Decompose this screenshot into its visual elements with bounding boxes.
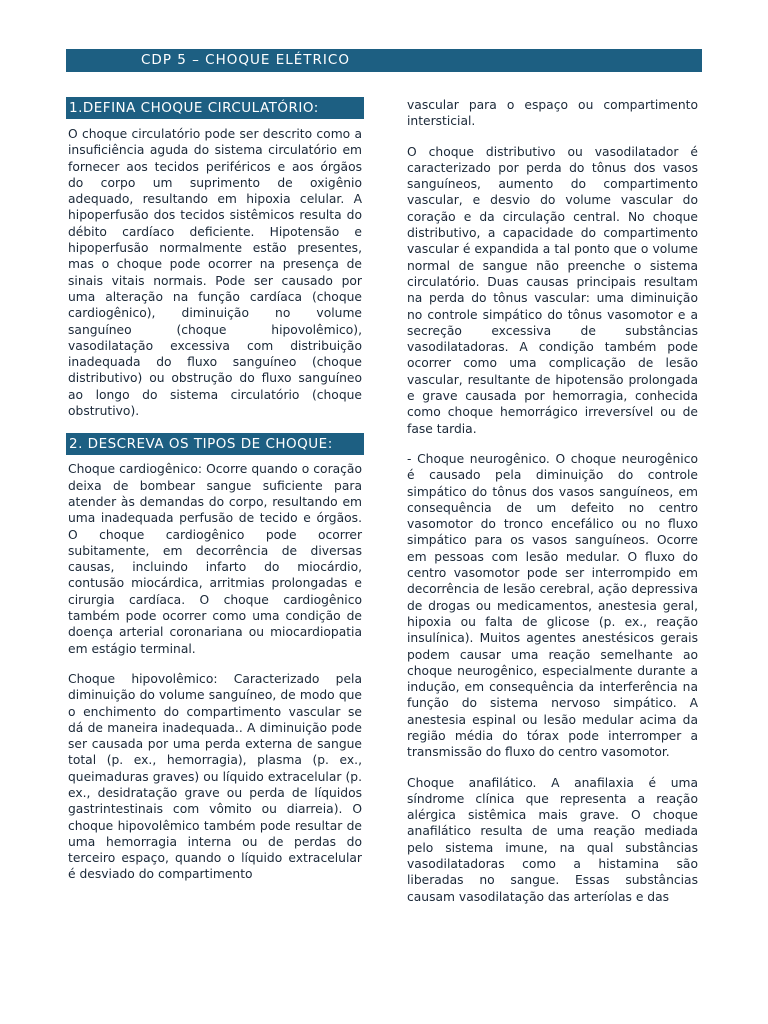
document-title: CDP 5 – CHOQUE ELÉTRICO: [141, 52, 350, 68]
neurogenic-shock-paragraph: - Choque neurogênico. O choque neurogênico é causado pela diminuição do controle simpático do tônus dos vasos sanguíneos, em consequência de um defeito no centro vasomotor do tronco encefálico ou no fluxo simpático para os vasos sanguíneos. Ocorre em pessoas com lesão medular. O fluxo do centro vasomotor pode ser interrompido em decorrência de lesão cerebral, ação depressiva de drogas ou medicamentos, anestesia geral, hipoxia ou falta de glicose (p. ex., reação insulínica). Muitos agentes anestésicos gerais podem causar uma reação semelhante ao choque neurogênico, especialmente durante a indução, em consequência da interferência na função do sistema nervoso simpático. A anestesia espinal ou lesão medular acima da região média do tórax pode interromper a transmissão do fluxo do centro vasomotor.: [407, 451, 698, 760]
section-2-heading: 2. DESCREVA OS TIPOS DE CHOQUE:: [66, 433, 364, 455]
section-1-heading: 1.DEFINA CHOQUE CIRCULATÓRIO:: [66, 97, 364, 119]
right-column: [407, 97, 698, 919]
cardiogenic-shock-paragraph: Choque cardiogênico: Ocorre quando o coração deixa de bombear sangue suficiente para atender às demandas do corpo, resultando em uma inadequada perfusão de tecido e órgãos. O choque cardiogênico pode ocorrer subitamente, em decorrência de diversas causas, incluindo infarto do miocárdio, contusão miocárdica, arritmias prolongadas e cirurgia cardíaca. O choque cardiogênico também pode ocorrer como uma condição de doença arterial coronariana ou miocardiopatia em estágio terminal.: [68, 462, 362, 656]
distributive-shock-paragraph: O choque distributivo ou vasodilatador é caracterizado por perda do tônus dos vasos sanguíneos, aumento do compartimento vascular, e desvio do volume vascular do coração e da circulação central. No choque distributivo, a capacidade do compartimento vascular é expandida a tal ponto que o volume normal de sangue não preenche o sistema circulatório. Duas causas principais resultam na perda do tônus vascular: uma diminuição no controle simpático do tônus vasomotor e a secreção excessiva de substâncias vasodilatadoras. A condição também pode ocorrer como uma complicação de lesão vascular, resultante de hipotensão prolongada e grave causada por hemorragia, conhecida como choque hemorrágico irreversível ou de fase tardia.: [407, 144, 698, 436]
hypovolemic-shock-continuation: vascular para o espaço ou compartimento intersticial.: [407, 98, 698, 129]
anaphylactic-shock-paragraph: Choque anafilático. A anafilaxia é uma síndrome clínica que representa a reação alérgica sistêmica mais grave. O choque anafilático resulta de uma reação mediada pelo sistema imune, na qual substâncias vasodilatadoras como a histamina são liberadas no sangue. Essas substâncias causam vasodilatação das arteríolas e das: [407, 775, 698, 904]
document-title-bar: [66, 49, 702, 72]
left-column: [68, 97, 362, 897]
shock-definition-paragraph: O choque circulatório pode ser descrito como a insuficiência aguda do sistema circulatório em fornecer aos tecidos periféricos e aos órgãos do corpo um suprimento de oxigênio adequado, resultando em hipoxia celular. A hipoperfusão dos tecidos sistêmicos resulta do débito cardíaco deficiente. Hipotensão e hipoperfusão normalmente estão presentes, mas o choque pode ocorrer na presença de sinais vitais normais. Pode ser causado por uma alteração na função cardíaca (choque cardiogênico), diminuição no volume sanguíneo (choque hipovolêmico), vasodilatação excessiva com distribuição inadequada do fluxo sanguíneo (choque distributivo) ou obstrução do fluxo sanguíneo ao longo do sistema circulatório (choque obstrutivo).: [68, 127, 362, 419]
hypovolemic-shock-paragraph: Choque hipovolêmico: Caracterizado pela diminuição do volume sanguíneo, de modo que o enchimento do compartimento vascular se dá de maneira inadequada.. A diminuição pode ser causada por uma perda externa de sangue total (p. ex., hemorragia), plasma (p. ex., queimaduras graves) ou líquido extracelular (p. ex., desidratação grave ou perda de líquidos gastrintestinais com vômito ou diarreia). O choque hipovolêmico também pode resultar de uma hemorragia interna ou de perdas do terceiro espaço, quando o líquido extracelular é desviado do compartimento: [68, 671, 362, 882]
